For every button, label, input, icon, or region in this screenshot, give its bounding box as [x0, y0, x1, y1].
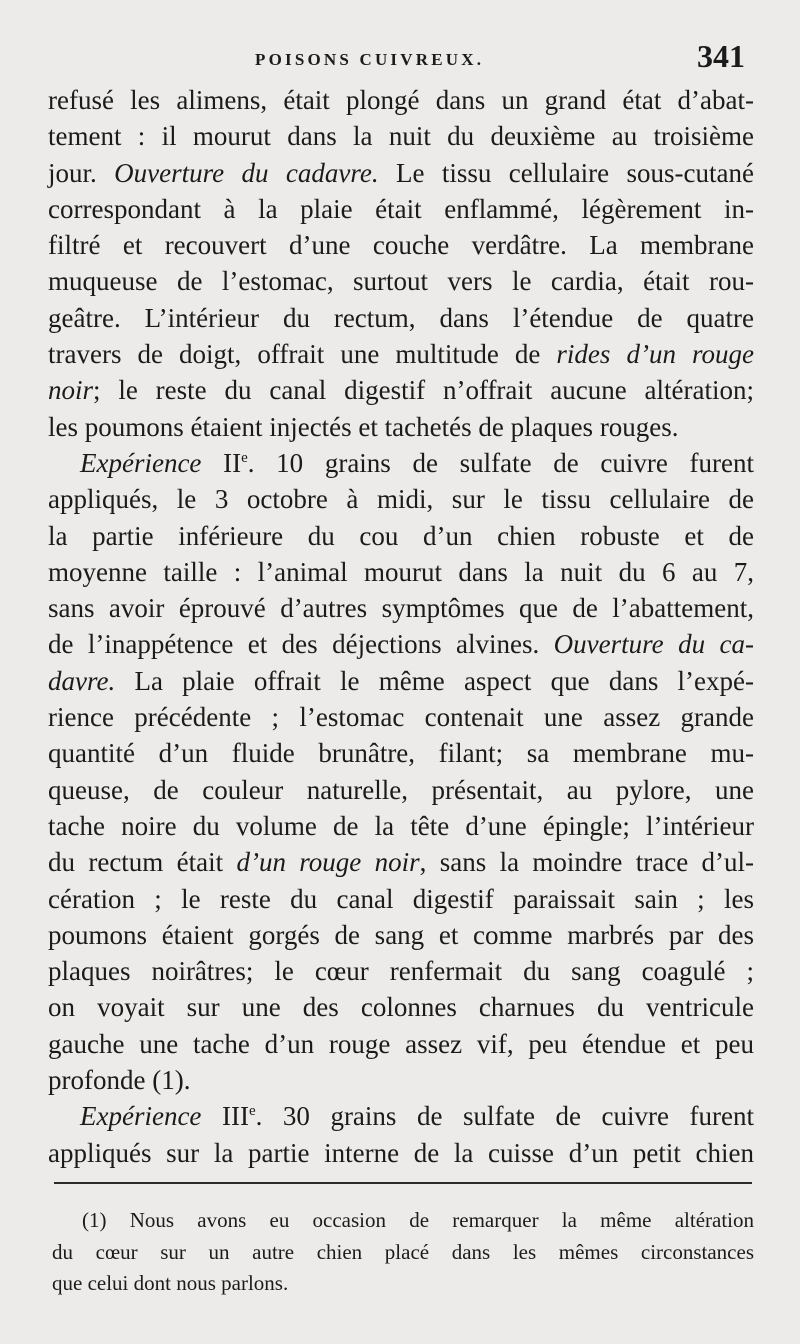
text-line: correspondant à la plaie était enflammé, légèrement in-	[48, 193, 754, 224]
footnote	[52, 1205, 754, 1300]
italic-heading: Ouverture du ca-	[553, 629, 754, 660]
running-title: POISONS CUIVREUX.	[255, 50, 485, 69]
text-line: muqueuse de l’estomac, surtout vers le cardia, était rou-	[48, 266, 754, 297]
text-line: Expérience IIe. 10 grains de sulfate de cuivre furent	[80, 447, 754, 478]
text-line: poumons étaient gorgés de sang et comme marbrés par des	[48, 919, 754, 950]
text-line: davre. La plaie offrait le même aspect que dans l’expé-	[48, 665, 754, 696]
text-line: appliqués, le 3 octobre à midi, sur le tissu cellulaire de	[48, 484, 754, 515]
text-line: travers de doigt, offrait une multitude de rides d’un rouge	[48, 339, 754, 370]
experience-heading: Expérience	[80, 1101, 202, 1132]
text-line: sans avoir éprouvé d’autres symptômes que de l’abattement,	[48, 593, 754, 624]
italic-heading: davre.	[48, 665, 116, 696]
text-line: tement : il mourut dans la nuit du deuxième au troisième	[48, 121, 754, 152]
footnote-rule	[54, 1182, 752, 1184]
text-line: appliqués sur la partie interne de la cuisse d’un petit chien	[48, 1137, 754, 1168]
page-header	[0, 38, 800, 82]
text-line: filtré et recouvert d’une couche verdâtre. La membrane	[48, 230, 754, 261]
text-line: noir; le reste du canal digestif n’offrait aucune altération;	[48, 375, 754, 406]
text-line: plaques noirâtres; le cœur renfermait du sang coagulé ;	[48, 956, 754, 987]
text-line: cération ; le reste du canal digestif paraissait sain ; les	[48, 883, 754, 914]
text-line: Expérience IIIe. 30 grains de sulfate de cuivre furent	[80, 1101, 754, 1132]
text-line: rience précédente ; l’estomac contenait une assez grande	[48, 702, 754, 733]
text-line: gauche une tache d’un rouge assez vif, peu étendue et peu	[48, 1028, 754, 1059]
italic-phrase: rides d’un rouge	[556, 339, 754, 370]
text-line: quantité d’un fluide brunâtre, filant; sa membrane mu-	[48, 738, 754, 769]
italic-heading: Ouverture du cadavre.	[114, 157, 379, 188]
italic-phrase: d’un rouge noir	[236, 847, 420, 878]
text-line: de l’inappétence et des déjections alvines. Ouverture du ca-	[48, 629, 754, 660]
footnote-line: que celui dont nous parlons.	[52, 1271, 289, 1295]
text-line: queuse, de couleur naturelle, présentait, au pylore, une	[48, 774, 754, 805]
text-line: profonde (1).	[48, 1065, 191, 1096]
experience-heading: Expérience	[80, 447, 202, 478]
page-number: 341	[697, 38, 745, 74]
text-line: moyenne taille : l’animal mourut dans la nuit du 6 au 7,	[48, 556, 754, 587]
text-line: la partie inférieure du cou d’un chien robuste et de	[48, 520, 754, 551]
text-line: jour. Ouverture du cadavre. Le tissu cellulaire sous-cutané	[48, 157, 754, 188]
text-line: geâtre. L’intérieur du rectum, dans l’étendue de quatre	[48, 302, 754, 333]
text-line: tache noire du volume de la tête d’une épingle; l’intérieur	[48, 810, 754, 841]
footnote-line: du cœur sur un autre chien placé dans les mêmes circonstances	[52, 1239, 754, 1264]
text-line: les poumons étaient injectés et tachetés de plaques rouges.	[48, 411, 679, 442]
text-line: du rectum était d’un rouge noir, sans la moindre trace d’ul-	[48, 847, 755, 878]
italic-phrase: noir	[48, 375, 94, 406]
text-line: on voyait sur une des colonnes charnues du ventricule	[48, 992, 754, 1023]
body-text	[48, 82, 754, 1171]
footnote-line: (1) Nous avons eu occasion de remarquer la même altération	[82, 1208, 754, 1232]
text-line: refusé les alimens, était plongé dans un grand état d’abat-	[48, 85, 754, 115]
